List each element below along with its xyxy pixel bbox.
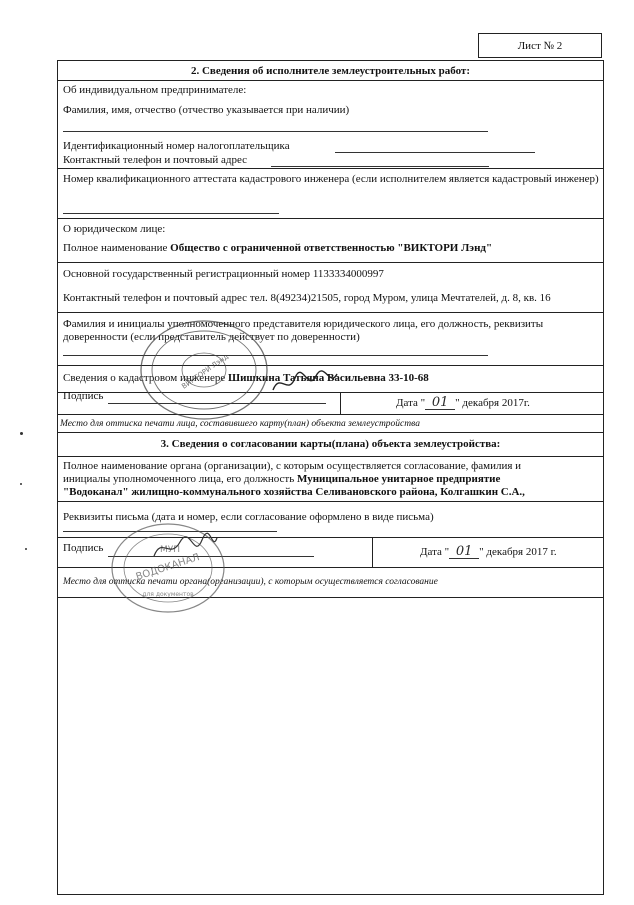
fullname-label: Полное наименование	[63, 242, 168, 254]
scan-mark	[20, 483, 22, 485]
ogrn-label: Основной государственный регистрационный номер	[63, 268, 311, 280]
date3-row	[420, 546, 557, 559]
letter-label: Реквизиты письма (дата и номер, если согласование оформлено в виде письма)	[63, 511, 434, 523]
org-text-line2-value: Муниципальное унитарное предприятие	[296, 473, 501, 485]
section3-title: 3. Сведения о согласовании карты(плана) объекта землеустройства:	[160, 438, 501, 450]
engineer-label: Сведения о кадастровом инженере	[63, 372, 226, 384]
stamp3-place: Место для оттиска печати органа(организации), с которым осуществляется согласование	[63, 577, 438, 587]
divider	[372, 537, 373, 567]
legal-contacts-value: тел. 8(49234)21505, город Муром, улица Мечтателей, д. 8, кв. 16	[249, 292, 551, 304]
divider	[57, 456, 604, 457]
divider	[57, 432, 604, 433]
representative-label: Фамилия и инициалы уполномоченного представителя юридического лица, его должность, реквизиты доверенности (если представитель действует по доверенности)	[63, 318, 544, 343]
date3-day: 01	[449, 546, 479, 559]
fullname-row	[63, 242, 492, 255]
inn-label: Идентификационный номер налогоплательщика	[63, 140, 290, 152]
certificate-line	[63, 213, 279, 214]
section2-title: 2. Сведения об исполнителе землеустроительных работ:	[190, 65, 470, 77]
ogrn-value: 1133334000997	[312, 268, 384, 280]
fullname-value: Общество с ограниченной ответственностью "ВИКТОРИ Лэнд"	[170, 242, 493, 254]
engineer-signature	[270, 368, 340, 398]
seal2-top: МУП	[159, 545, 181, 555]
official-signature	[150, 530, 220, 564]
signature3-label: Подпись	[63, 542, 104, 554]
certificate-label: Номер квалификационного аттестата кадастрового инженера (если исполнителем является кадастровый инженер)	[63, 173, 599, 185]
date3-prefix: Дата "	[420, 546, 450, 558]
seal2-bottom: для документов	[142, 591, 194, 598]
divider	[57, 218, 604, 219]
legal-heading: О юридическом лице:	[63, 223, 166, 235]
divider	[57, 168, 604, 169]
signature-label: Подпись	[63, 390, 104, 402]
date-day: 01	[425, 397, 455, 410]
legal-contacts-label: Контактный телефон и почтовый адрес	[63, 292, 248, 304]
org-text-line2	[63, 473, 500, 486]
scan-mark	[20, 432, 23, 435]
engineer-value: Шишкина Татьяна Васильевна 33-10-68	[228, 372, 429, 384]
org-text-line3: "Водоканал" жилищно-коммунального хозяйства Селивановского района, Колгашкин С.А.,	[63, 486, 525, 498]
individual-heading: Об индивидуальном предпринимателе:	[63, 84, 247, 96]
divider	[57, 262, 604, 263]
seal1-text: ВИКТОРИ Лэнд	[180, 352, 230, 391]
date-suffix: " декабря 2017г.	[455, 397, 530, 409]
legal-contacts-row	[63, 292, 551, 305]
divider	[340, 392, 341, 414]
company-seal	[138, 318, 270, 422]
scan-mark	[25, 548, 27, 550]
inn-line	[335, 152, 535, 153]
seal2-main: ВОДОКАНАЛ	[134, 552, 202, 583]
divider	[57, 312, 604, 313]
ogrn-row	[63, 268, 384, 281]
contacts-label: Контактный телефон и почтовый адрес	[63, 154, 248, 166]
date-row	[396, 397, 530, 410]
date3-suffix: " декабря 2017 г.	[479, 546, 557, 558]
stamp-place: Место для оттиска печати лица, составившего карту(план) объекта землеустройства	[60, 419, 420, 429]
divider	[57, 501, 604, 502]
divider	[57, 80, 604, 81]
org-text-line1: Полное наименование органа (организации), с которым осуществляется согласование, фамилия и	[63, 460, 522, 472]
sheet-number: Лист № 2	[478, 33, 602, 58]
representative-line	[63, 355, 488, 356]
fio-line	[63, 131, 488, 132]
fio-label: Фамилия, имя, отчество (отчество указывается при наличии)	[63, 104, 350, 116]
date-prefix: Дата "	[396, 397, 426, 409]
contacts-line	[271, 166, 489, 167]
org-text-line2-label: инициалы уполномоченного лица, его должность	[63, 473, 295, 485]
